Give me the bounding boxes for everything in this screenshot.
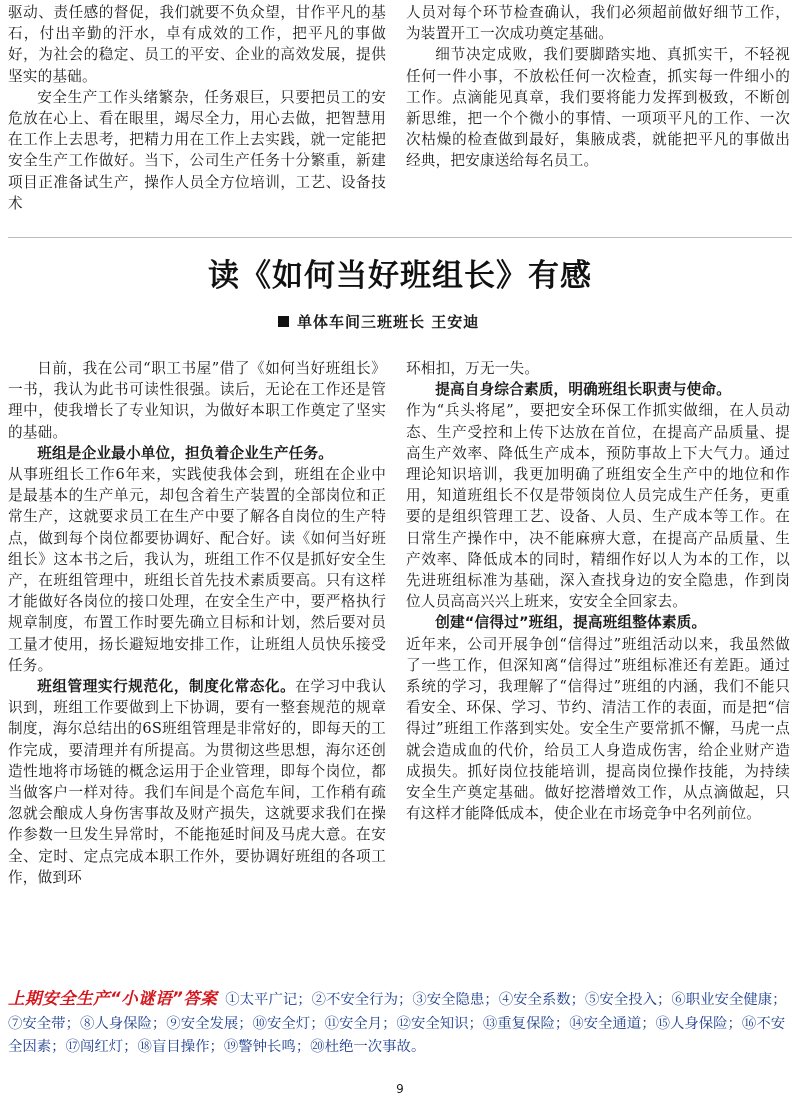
- riddle-answers: [8, 987, 792, 1060]
- paragraph: [406, 612, 790, 633]
- page-number: 9: [396, 1082, 404, 1096]
- section-heading: 创建“信得过”班组，提高班组整体素质。: [435, 614, 707, 632]
- riddle-answers-heading: 上期安全生产“小谜语”答案: [8, 989, 218, 1008]
- paragraph: 环相扣，万无一失。: [406, 360, 540, 377]
- square-bullet-icon: [278, 316, 289, 327]
- paragraph: 近年来，公司开展争创“信得过”班组活动以来，我虽然做了一些工作，但深知离“信得过”班组标准还有差距。通过系统的学习，我理解了“信得过”班组的内涵，我们不能只看安全、环保、学习、节约、清洁工作的表面，而是把“信得过”班组工作落到实处。安全生产要常抓不懈，马虎一点就会造成血的代价，给员工人身造成伤害，给企业财产造成损失。抓好岗位技能培训，提高岗位操作技能，为持续安全生产奠定基础。做好挖潜增效工作，从点滴做起，只有这样才能降低成本，使企业在市场竞争中名列前位。: [406, 635, 790, 823]
- article-column-right: [406, 358, 790, 824]
- byline-text: 单体车间三班班长 王安迪: [297, 313, 480, 331]
- paragraph: 日前，我在公司“职工书屋”借了《如何当好班组长》一书，我认为此书可读性很强。读后，无论在工作还是管理中，使我增长了专业知识，为做好本职工作奠定了坚实的基础。: [8, 360, 386, 441]
- article-title: 读《如何当好班组长》有感: [208, 258, 592, 294]
- paragraph: [8, 443, 386, 464]
- article-byline: [278, 311, 479, 332]
- paragraph: [8, 676, 386, 888]
- previous-article-column-left: [8, 2, 386, 214]
- paragraph: 安全生产工作头绪繁杂，任务艰巨，只要把员工的安危放在心上、看在眼里，竭尽全力，用心去做，把智慧用在工作上去思考，把精力用在工作上去实践，就一定能把安全生产工作做好。当下，公司生产任务十分繁重，新建项目正准备试生产，操作人员全方位培训，工艺、设备技术: [8, 88, 386, 212]
- section-heading: 班组是企业最小单位，担负着企业生产任务。: [37, 444, 334, 462]
- paragraph: 驱动、责任感的督促，我们就要不负众望，甘作平凡的基石，付出辛勤的汗水，卓有成效的工作，把平凡的事做好，为社会的稳定、员工的平安、企业的高效发展，提供坚实的基础。: [8, 4, 386, 85]
- paragraph: 作为“兵头将尾”，要把安全环保工作抓实做细，在人员动态、生产受控和上传下达放在首位，在提高产品质量、提高生产效率、降低生产成本，预防事故上下大气力。通过理论知识培训，我更加明确了班组安全生产中的地位和作用，知道班组长不仅是带领岗位人员完成生产任务，更重要的是组织管理工艺、设备、人员、生产成本等工作。在日常生产操作中，决不能麻痹大意，在提高产品质量、生产效率、降低成本的同时，精细作好以人为本的工作，以先进班组标准为基础，深入查找身边的安全隐患，作到岗位人员高高兴兴上班来，安安全全回家去。: [406, 402, 790, 611]
- paragraph-text: 在学习中我认识到，班组工作要做到上下协调，要有一整套规范的规章制度，海尔总结出的6S班组管理是非常好的，即每天的工作完成，要清理并有所提高。为贯彻这些思想，海尔还创造性地将市场链的概念运用于企业管理，即每个岗位，都当做客户一样对待。我们车间是个高危车间，工作稍有疏忽就会酿成人身伤害事故及财产损失，这就要求我们在操作参数一旦发生异常时，不能拖延时间及马虎大意。在安全、定时、定点完成本职工作外，要协调好班组的各项工作，做到环: [8, 678, 387, 886]
- section-divider: [8, 237, 792, 238]
- previous-article-column-right: [406, 2, 790, 172]
- riddle-answers-text: ①太平广记；②不安全行为；③安全隐患；④安全系数；⑤安全投入；⑥职业安全健康；⑦安全带；⑧人身保险；⑨安全发展；⑩安全灯；⑪安全月；⑫安全知识；⑬重复保险；⑭安全通道；⑮人身保险；⑯不安全因素；⑰闯红灯；⑱盲目操作；⑲警钟长鸣；⑳杜绝一次事故。: [8, 992, 787, 1055]
- paragraph: 从事班组长工作6年来，实践使我体会到，班组在企业中是最基本的生产单元，却包含着生产装置的全部岗位和正常生产，这就要求员工在生产中要了解各自岗位的生产特点，做到每个岗位都要协调好、配合好。读《如何当好班组长》这本书之后，我认为，班组工作不仅是抓好安全生产，在班组管理中，班组长首先技术素质要高。只有这样才能做好各岗位的接口处理，在安全生产中，要严格执行规章制度，布置工作时要先确立目标和计划，然后要对员工量才使用，扬长避短地安排工作，让班组人员快乐接受任务。: [8, 466, 386, 674]
- paragraph: [406, 379, 790, 400]
- section-heading: 提高自身综合素质，明确班组长职责与使命。: [435, 381, 732, 399]
- article-column-left: [8, 358, 386, 888]
- paragraph: 细节决定成败，我们要脚踏实地、真抓实干，不轻视任何一件小事，不放松任何一次检查，抓实每一件细小的工作。点滴能见真章，我们要将能力发挥到极致，不断创新思维，把一个个微小的事情、一项项平凡的工作、一次次枯燥的检查做到最好，集腋成裘，就能把平凡的事做出经典，把安康送给每名员工。: [406, 46, 790, 170]
- section-heading: 班组管理实行规范化，制度化常态化。: [37, 678, 296, 696]
- paragraph: 人员对每个环节检查确认，我们必须超前做好细节工作，为装置开工一次成功奠定基础。: [406, 4, 790, 43]
